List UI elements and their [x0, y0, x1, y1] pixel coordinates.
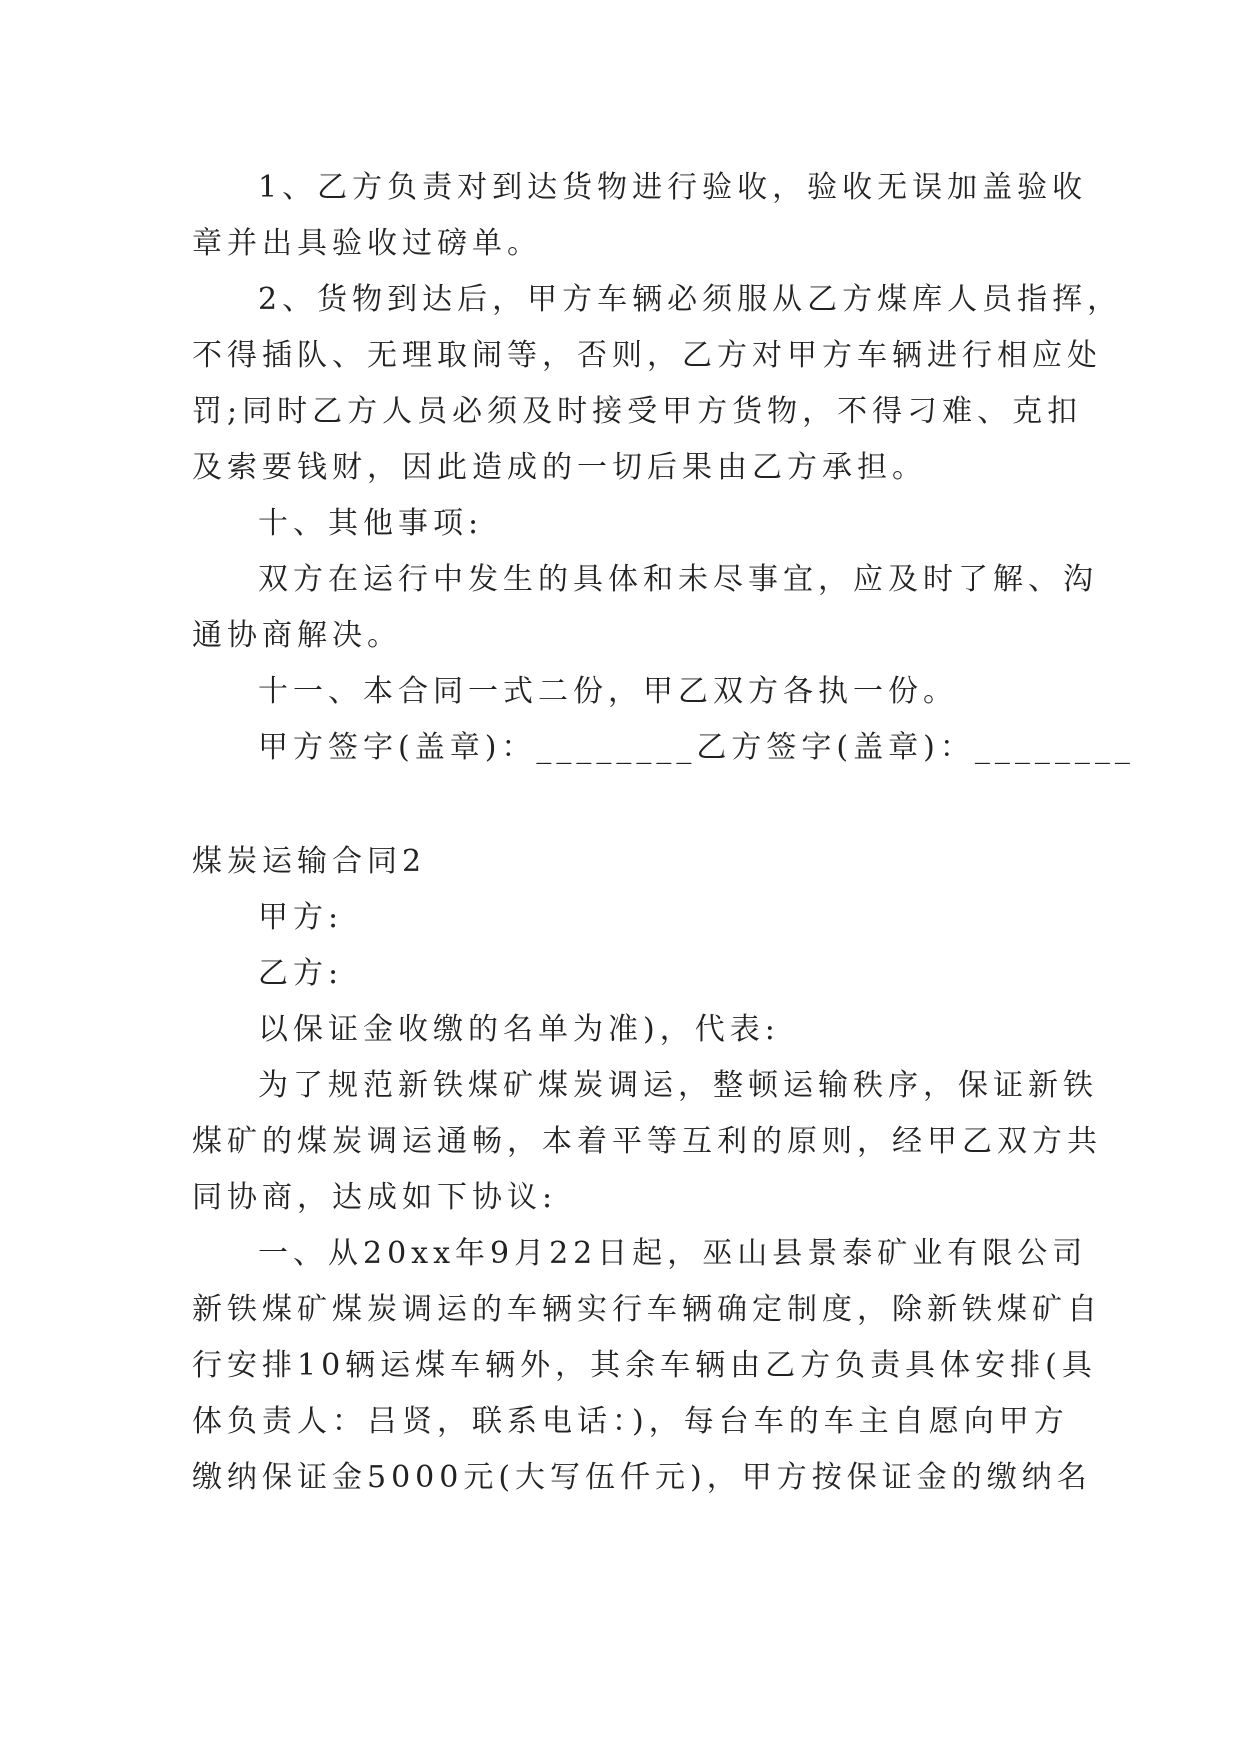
paragraph-line: 一、从20xx年9月22日起，巫山县景泰矿业有限公司 — [258, 1236, 1088, 1271]
paragraph-line: 以保证金收缴的名单为准)，代表: — [258, 1012, 780, 1047]
paragraph-line: 同协商，达成如下协议: — [192, 1180, 558, 1215]
paragraph-line: 缴纳保证金5000元(大写伍仟元)，甲方按保证金的缴纳名 — [192, 1460, 1092, 1495]
paragraph-line: 新铁煤矿煤炭调运的车辆实行车辆确定制度，除新铁煤矿自 — [192, 1292, 1102, 1327]
paragraph-line: 不得插队、无理取闹等，否则，乙方对甲方车辆进行相应处 — [192, 338, 1102, 373]
party-b-line: 乙方: — [258, 956, 344, 991]
document-title: 煤炭运输合同2 — [192, 844, 427, 879]
paragraph-line: 体负责人：吕贤，联系电话：)，每台车的车主自愿向甲方 — [192, 1404, 1069, 1439]
paragraph-line: 章并出具验收过磅单。 — [192, 226, 542, 261]
paragraph-line: 1、乙方负责对到达货物进行验收，验收无误加盖验收 — [258, 170, 1088, 205]
paragraph-line: 2、货物到达后，甲方车辆必须服从乙方煤库人员指挥， — [258, 282, 1123, 317]
paragraph-line: 煤矿的煤炭调运通畅，本着平等互利的原则，经甲乙双方共 — [192, 1124, 1102, 1159]
signature-line: 甲方签字(盖章)：________乙方签字(盖章)：________ — [258, 730, 1135, 765]
paragraph-line: 行安排10辆运煤车辆外，其余车辆由乙方负责具体安排(具 — [192, 1348, 1097, 1383]
paragraph-line: 双方在运行中发生的具体和未尽事宜，应及时了解、沟 — [258, 562, 1098, 597]
paragraph-line: 为了规范新铁煤矿煤炭调运，整顿运输秩序，保证新铁 — [258, 1068, 1098, 1103]
paragraph-line: 十一、本合同一式二份，甲乙双方各执一份。 — [258, 674, 958, 709]
paragraph-line: 及索要钱财，因此造成的一切后果由乙方承担。 — [192, 450, 927, 485]
paragraph-line: 通协商解决。 — [192, 618, 402, 653]
section-heading: 十、其他事项: — [258, 506, 484, 541]
party-a-line: 甲方: — [258, 900, 344, 935]
paragraph-line: 罚;同时乙方人员必须及时接受甲方货物，不得刁难、克扣 — [192, 394, 1083, 429]
